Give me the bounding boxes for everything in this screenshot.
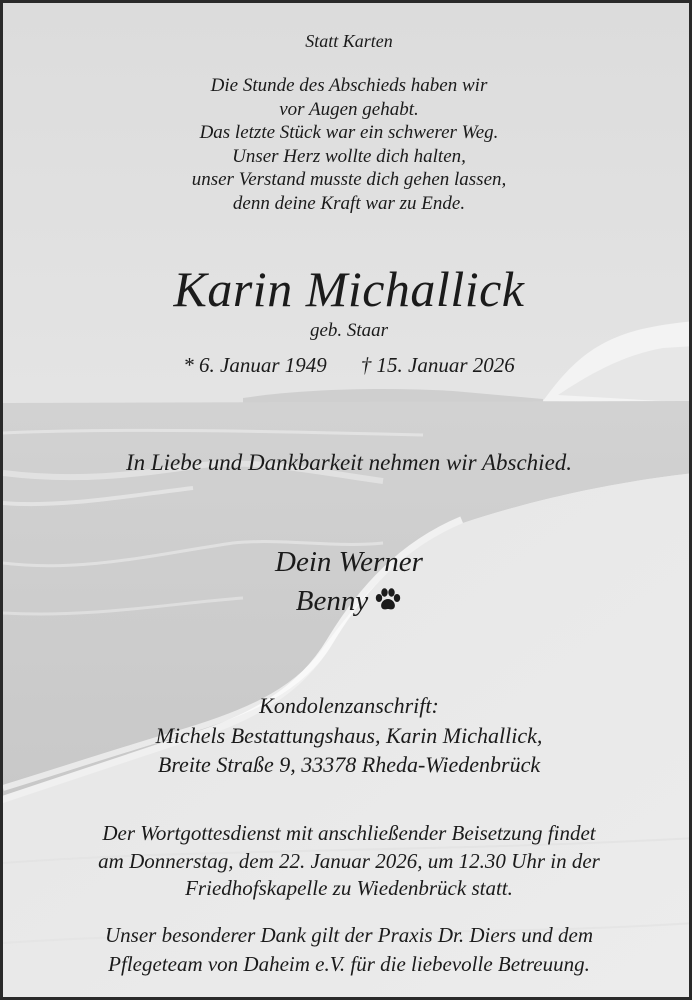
farewell-text: In Liebe und Dankbarkeit nehmen wir Abschied. [125,450,573,475]
service-line: Der Wortgottesdienst mit anschließender Beisetzung findet [102,821,596,845]
paw-print-icon [374,584,402,622]
motto-line: Die Stunde des Abschieds haben wir [210,75,488,96]
service-line: am Donnerstag, dem 22. Januar 2026, um 12.30 Uhr in der [98,848,600,873]
thanks-line: Pflegeteam von Daheim e.V. für die liebevolle Betreuung. [108,952,590,976]
motto-line: vor Augen gehabt. [279,98,419,120]
mourner-name: Benny [295,585,369,617]
motto-line: Unser Herz wollte dich halten, [232,145,466,167]
header-note: Statt Karten [305,31,393,51]
motto-line: Das letzte Stück war ein schwerer Weg. [199,122,499,143]
life-dates [3,352,692,378]
death-date: † 15. Januar 2026 [360,353,515,377]
mourner-pet [3,582,692,622]
thanks-line: Unser besonderer Dank gilt der Praxis Dr. Diers und dem [104,923,593,947]
birth-name: geb. Staar [309,320,389,341]
address-line: Michels Bestattungshaus, Karin Michallick, [155,722,543,748]
motto-line: unser Verstand musste dich gehen lassen, [191,169,507,190]
service-line: Friedhofskapelle zu Wiedenbrück statt. [185,876,513,900]
mourner-name: Dein Werner [275,546,423,578]
deceased-name: Karin Michallick [173,261,525,317]
birth-date: * 6. Januar 1949 [183,353,327,377]
address-label: Kondolenzanschrift: [259,693,439,718]
address-line: Breite Straße 9, 33378 Rheda-Wiedenbrück [157,752,541,777]
motto-line: denn deine Kraft war zu Ende. [232,192,466,214]
